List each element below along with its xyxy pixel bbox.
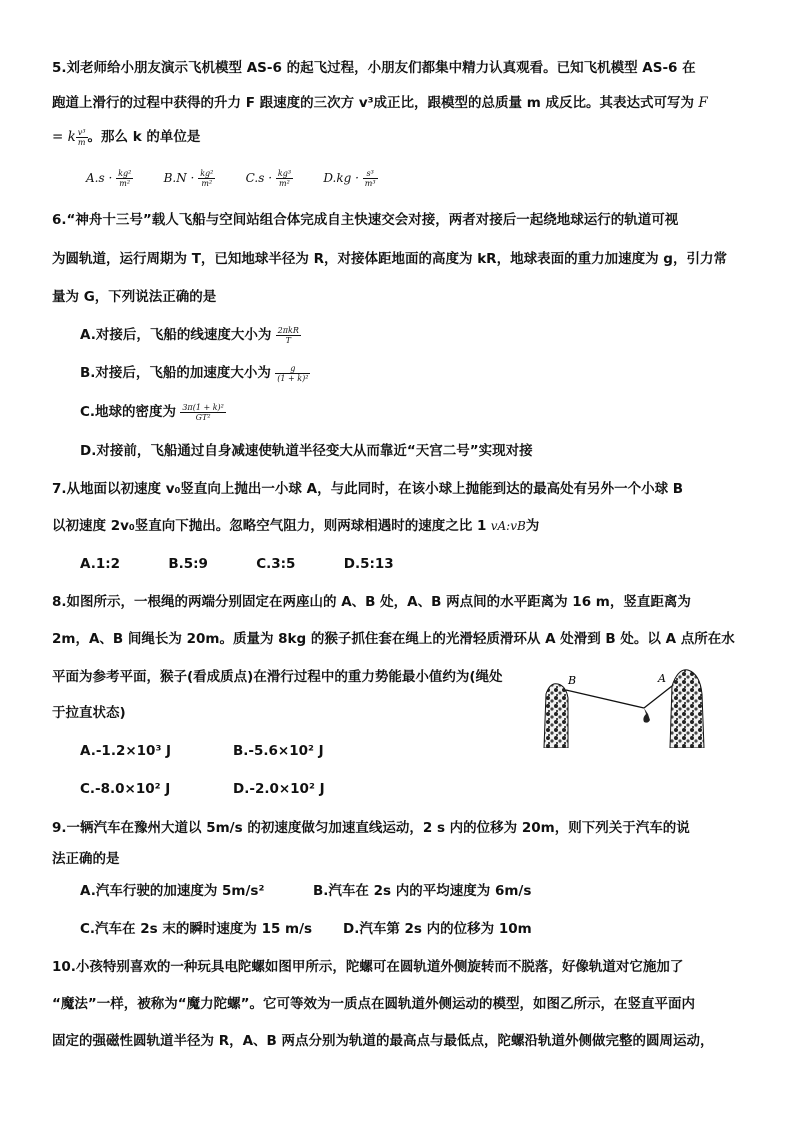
q7-option-d[interactable]: D.5:13	[343, 556, 394, 572]
q7-line2-tail: 为	[525, 518, 540, 534]
q10-line1: 10.小孩特别喜欢的一种玩具电陀螺如图甲所示，陀螺可在圆轨道外侧旋转而不脱落，好像轨道对它施加了	[52, 959, 684, 975]
q5-formula-k: = k	[52, 129, 76, 145]
mountain-rope-figure	[538, 664, 708, 748]
q6-option-c-num: 3π(1 + k)²	[182, 402, 224, 412]
q5-option-c-pre: C.s ·	[245, 171, 273, 185]
q6-option-b-text: B.对接后，飞船的加速度大小为	[80, 365, 271, 381]
q5-option-b[interactable]	[164, 168, 216, 188]
q10-line2: “魔法”一样，被称为“魔力陀螺”。它可等效为一质点在圆轨道外侧运动的模型，如图乙所示，在竖直平面内	[52, 996, 695, 1012]
q9-option-b[interactable]: B.汽车在 2s 内的平均速度为 6m/s	[313, 883, 532, 899]
left-mountain	[544, 684, 568, 748]
q5-option-b-pre: B.N ·	[163, 171, 195, 185]
q8-option-d[interactable]: D.-2.0×10² J	[233, 781, 325, 797]
q6-option-c[interactable]	[80, 402, 226, 422]
q6-option-d[interactable]: D.对接前，飞船通过自身减速使轨道半径变大从而靠近“天宫二号”实现对接	[80, 443, 533, 459]
q5-question-tail: 。那么 k 的单位是	[87, 129, 201, 145]
q7-options	[80, 554, 438, 574]
q5-option-d-den: m³	[364, 179, 376, 188]
q6-option-a[interactable]	[80, 325, 301, 345]
q9-line2: 法正确的是	[52, 851, 120, 867]
q8-option-c[interactable]: C.-8.0×10² J	[80, 781, 171, 797]
right-mountain	[670, 670, 704, 748]
q6-option-a-num: 2πkR	[277, 325, 299, 335]
q8-line4: 于拉直状态)	[52, 705, 126, 721]
q6-line2: 为圆轨道，运行周期为 T，已知地球半径为 R，对接体距地面的高度为 kR，地球表面的重力加速度为 g，引力常	[52, 251, 727, 267]
q6-option-b[interactable]	[80, 363, 310, 383]
q7-line2	[52, 516, 539, 536]
q5-option-b-num: kg²	[200, 169, 214, 178]
q8-option-b[interactable]: B.-5.6×10² J	[233, 743, 324, 759]
q7-velocity-ratio: vA:vB	[490, 519, 526, 533]
q5-fraction-den: m	[77, 137, 86, 147]
q6-option-c-den: GT²	[195, 412, 211, 422]
q10-line3: 固定的强磁性圆轨道半径为 R，A、B 两点分别为轨道的最高点与最低点，陀螺沿轨道外侧做完整的圆周运动，	[52, 1033, 714, 1049]
rope-segment-b	[566, 690, 644, 708]
q5-option-b-den: m²	[201, 179, 213, 188]
q7-option-b[interactable]: B.5:9	[168, 556, 208, 572]
q7-line2-text: 以初速度 2v₀竖直向下抛出。忽略空气阻力，则两球相遇时的速度之比 1	[52, 518, 487, 534]
q7-option-a[interactable]: A.1:2	[80, 556, 121, 572]
q5-option-a-num: kg²	[118, 169, 132, 178]
q5-option-c-den: m²	[279, 179, 290, 188]
q6-option-b-num: g	[275, 364, 310, 374]
q5-options	[86, 168, 404, 188]
q5-option-c-num: kg³	[277, 169, 292, 178]
q8-option-a[interactable]: A.-1.2×10³ J	[80, 743, 172, 759]
q5-formula-fraction	[76, 128, 88, 147]
q5-option-a[interactable]	[86, 168, 133, 188]
q8-line3: 平面为参考平面，猴子(看成质点)在滑行过程中的重力势能最小值约为(绳处	[52, 669, 503, 685]
q5-option-d[interactable]	[323, 168, 377, 188]
q9-option-c[interactable]: C.汽车在 2s 末的瞬时速度为 15 m/s	[80, 921, 313, 937]
q6-option-a-den: T	[285, 335, 291, 345]
mountain-rope-diagram	[538, 664, 708, 748]
q5-line3	[52, 127, 200, 147]
point-b-label: B	[568, 674, 577, 687]
q5-option-d-pre: D.kg ·	[323, 171, 359, 185]
q6-option-c-text: C.地球的密度为	[80, 404, 177, 420]
point-a-label: A	[658, 672, 666, 685]
q5-option-c[interactable]	[246, 168, 293, 188]
q5-formula-var: F	[698, 95, 708, 111]
q6-line1: 6.“神舟十三号”载人飞船与空间站组合体完成自主快速交会对接，两者对接后一起绕地球运行的轨道可视	[52, 212, 679, 228]
q9-line1: 9.一辆汽车在豫州大道以 5m/s 的初速度做匀加速直线运动，2 s 内的位移为 20m，则下列关于汽车的说	[52, 820, 690, 836]
q7-line1: 7.从地面以初速度 v₀竖直向上抛出一小球 A，与此同时，在该小球上抛能到达的最高处有另外一个小球 B	[52, 481, 684, 497]
q5-option-a-den: m²	[119, 179, 131, 188]
q5-line2-text: 跑道上滑行的过程中获得的升力 F 跟速度的三次方 v³成正比，跟模型的总质量 m 成反比。其表达式可写为	[52, 95, 695, 111]
q6-option-a-text: A.对接后，飞船的线速度大小为	[80, 327, 272, 343]
q9-option-d[interactable]: D.汽车第 2s 内的位移为 10m	[343, 921, 532, 937]
q9-option-a[interactable]: A.汽车行驶的加速度为 5m/s²	[80, 883, 265, 899]
q5-option-d-num: s³	[363, 169, 378, 179]
q6-line3: 量为 G，下列说法正确的是	[52, 289, 217, 305]
q5-line2	[52, 93, 708, 113]
q5-option-a-pre: A.s ·	[86, 171, 113, 185]
q8-line2: 2m，A、B 间绳长为 20m。质量为 8kg 的猴子抓住套在绳上的光滑轻质滑环从 A 处滑到 B 处。以 A 点所在水	[52, 631, 735, 647]
q6-option-b-den: (1 + k)²	[277, 373, 309, 383]
q7-option-c[interactable]: C.3:5	[256, 556, 296, 572]
q5-line1: 5.刘老师给小朋友演示飞机模型 AS-6 的起飞过程，小朋友们都集中精力认真观看。已知飞机模型 AS-6 在	[52, 60, 696, 76]
q5-fraction-num: v³	[77, 127, 86, 137]
monkey-icon	[643, 708, 650, 723]
rope-segment-a	[644, 686, 672, 708]
q8-line1: 8.如图所示，一根绳的两端分别固定在两座山的 A、B 处，A、B 两点间的水平距离为 16 m，竖直距离为	[52, 594, 691, 610]
